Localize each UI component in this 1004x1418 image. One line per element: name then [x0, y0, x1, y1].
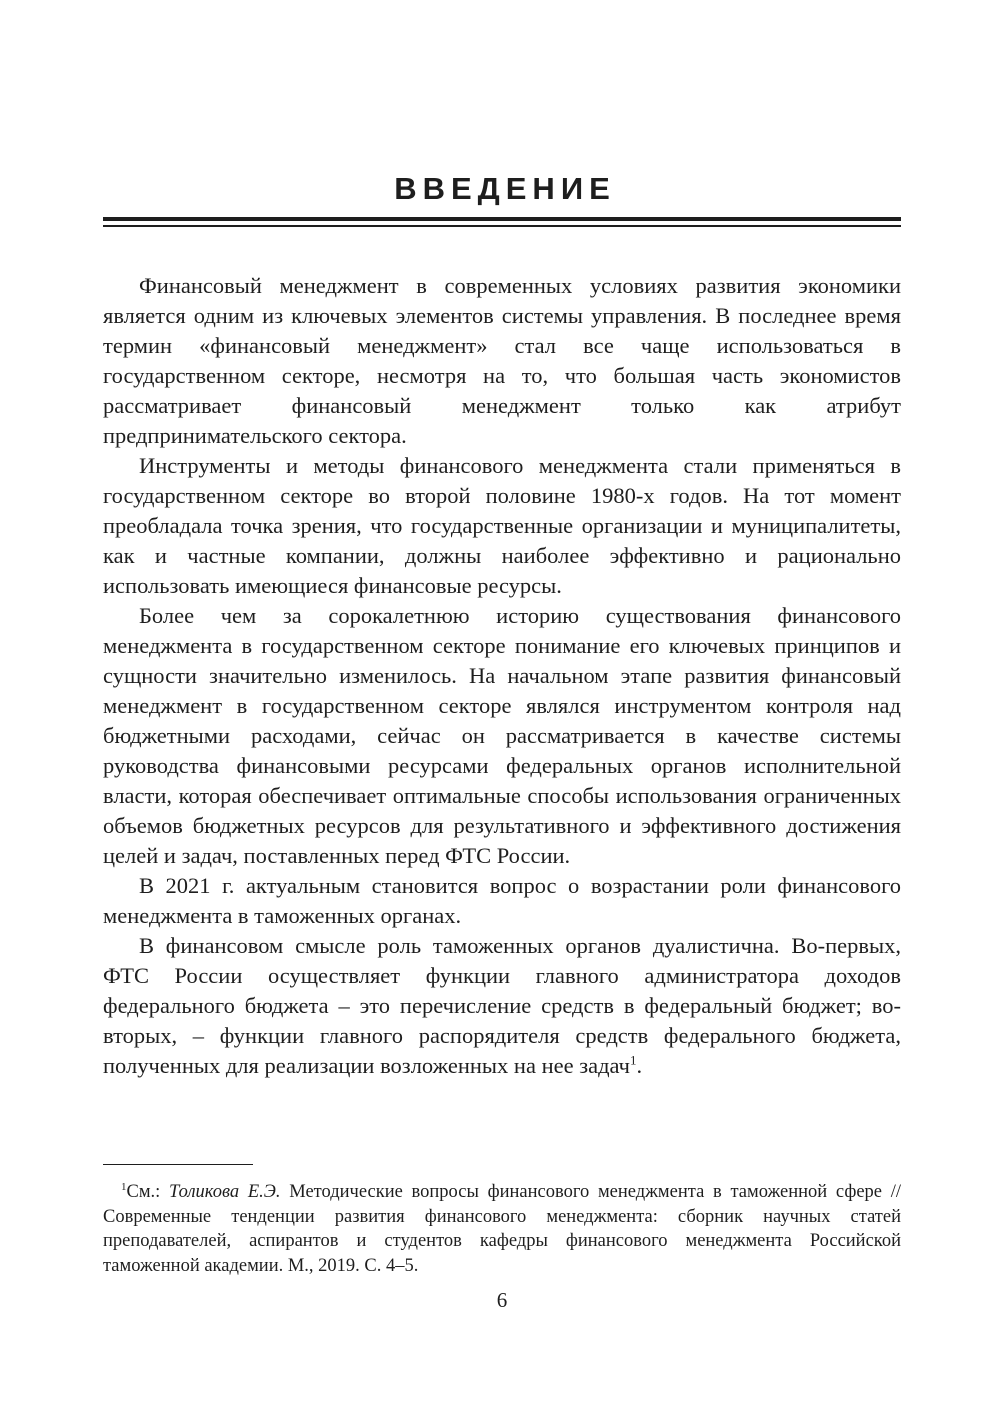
body-text — [103, 271, 901, 1081]
paragraph-4: В 2021 г. актуальным становится вопрос о возрастании роли финансового менеджмента в таможенных органах. — [103, 873, 901, 928]
footnote-reference-marker[interactable]: 1 — [629, 1052, 637, 1068]
paragraph-5-text: В финансовом смысле роль таможенных органов дуалистична. Во-первых, ФТС России осуществляет функции главного администратора доходов федерального бюджета – это перечисление средств в федеральный бюджет; во-вторых, – функции главного распорядителя средств федерального бюджета, полученных для реализации возложенных на нее задач — [103, 933, 901, 1078]
footnote-text: Методические вопросы финансового менеджмента в таможенной сфере // Современные тенденции развития финансового менеджмента: сборник научных статей преподавателей, аспирантов и студентов кафедры финансового менеджмента Российской таможенной академии. М., 2019. С. 4–5. — [103, 1182, 902, 1276]
paragraph-5 — [103, 931, 901, 1081]
footnote-separator — [103, 1164, 253, 1165]
paragraph-3: Более чем за сорокалетнюю историю существования финансового менеджмента в государственном секторе понимание его ключевых принципов и сущности значительно изменилось. На начальном этапе развития финансовый менеджмент в государственном секторе являлся инструментом контроля над бюджетными расходами, сейчас он рассматривается в качестве системы руководства финансовыми ресурсами федеральных органов исполнительной власти, которая обеспечивает оптимальные способы использования ограниченных объемов бюджетных ресурсов для результативного и эффективного достижения целей и задач, поставленных перед ФТС России. — [103, 603, 901, 868]
footnote-prefix: См.: — [126, 1182, 161, 1202]
footnote-number: 1 — [121, 1180, 127, 1193]
paragraph-2: Инструменты и методы финансового менеджмента стали применяться в государственном секторе во второй половине 1980-х годов. На тот момент преобладала точка зрения, что государственные организации и муниципалитеты, как и частные компании, должны наиболее эффективно и рационально использовать имеющиеся финансовые ресурсы. — [103, 453, 901, 598]
footnote — [103, 1180, 901, 1278]
paragraph-1: Финансовый менеджмент в современных условиях развития экономики является одним из ключевых элементов системы управления. В последнее время термин «финансовый менеджмент» стал все чаще использоваться в государственном секторе, несмотря на то, что большая часть экономистов рассматривает финансовый менеджмент только как атрибут предпринимательского сектора. — [103, 273, 901, 448]
page-number: 6 — [496, 1288, 508, 1312]
heading-rule-thick — [103, 217, 901, 221]
paragraph-5-period: . — [636, 1053, 643, 1078]
chapter-heading: ВВЕДЕНИЕ — [394, 171, 616, 206]
heading-rule-thin — [103, 225, 901, 227]
footnote-author: Толикова Е.Э. — [169, 1182, 281, 1202]
